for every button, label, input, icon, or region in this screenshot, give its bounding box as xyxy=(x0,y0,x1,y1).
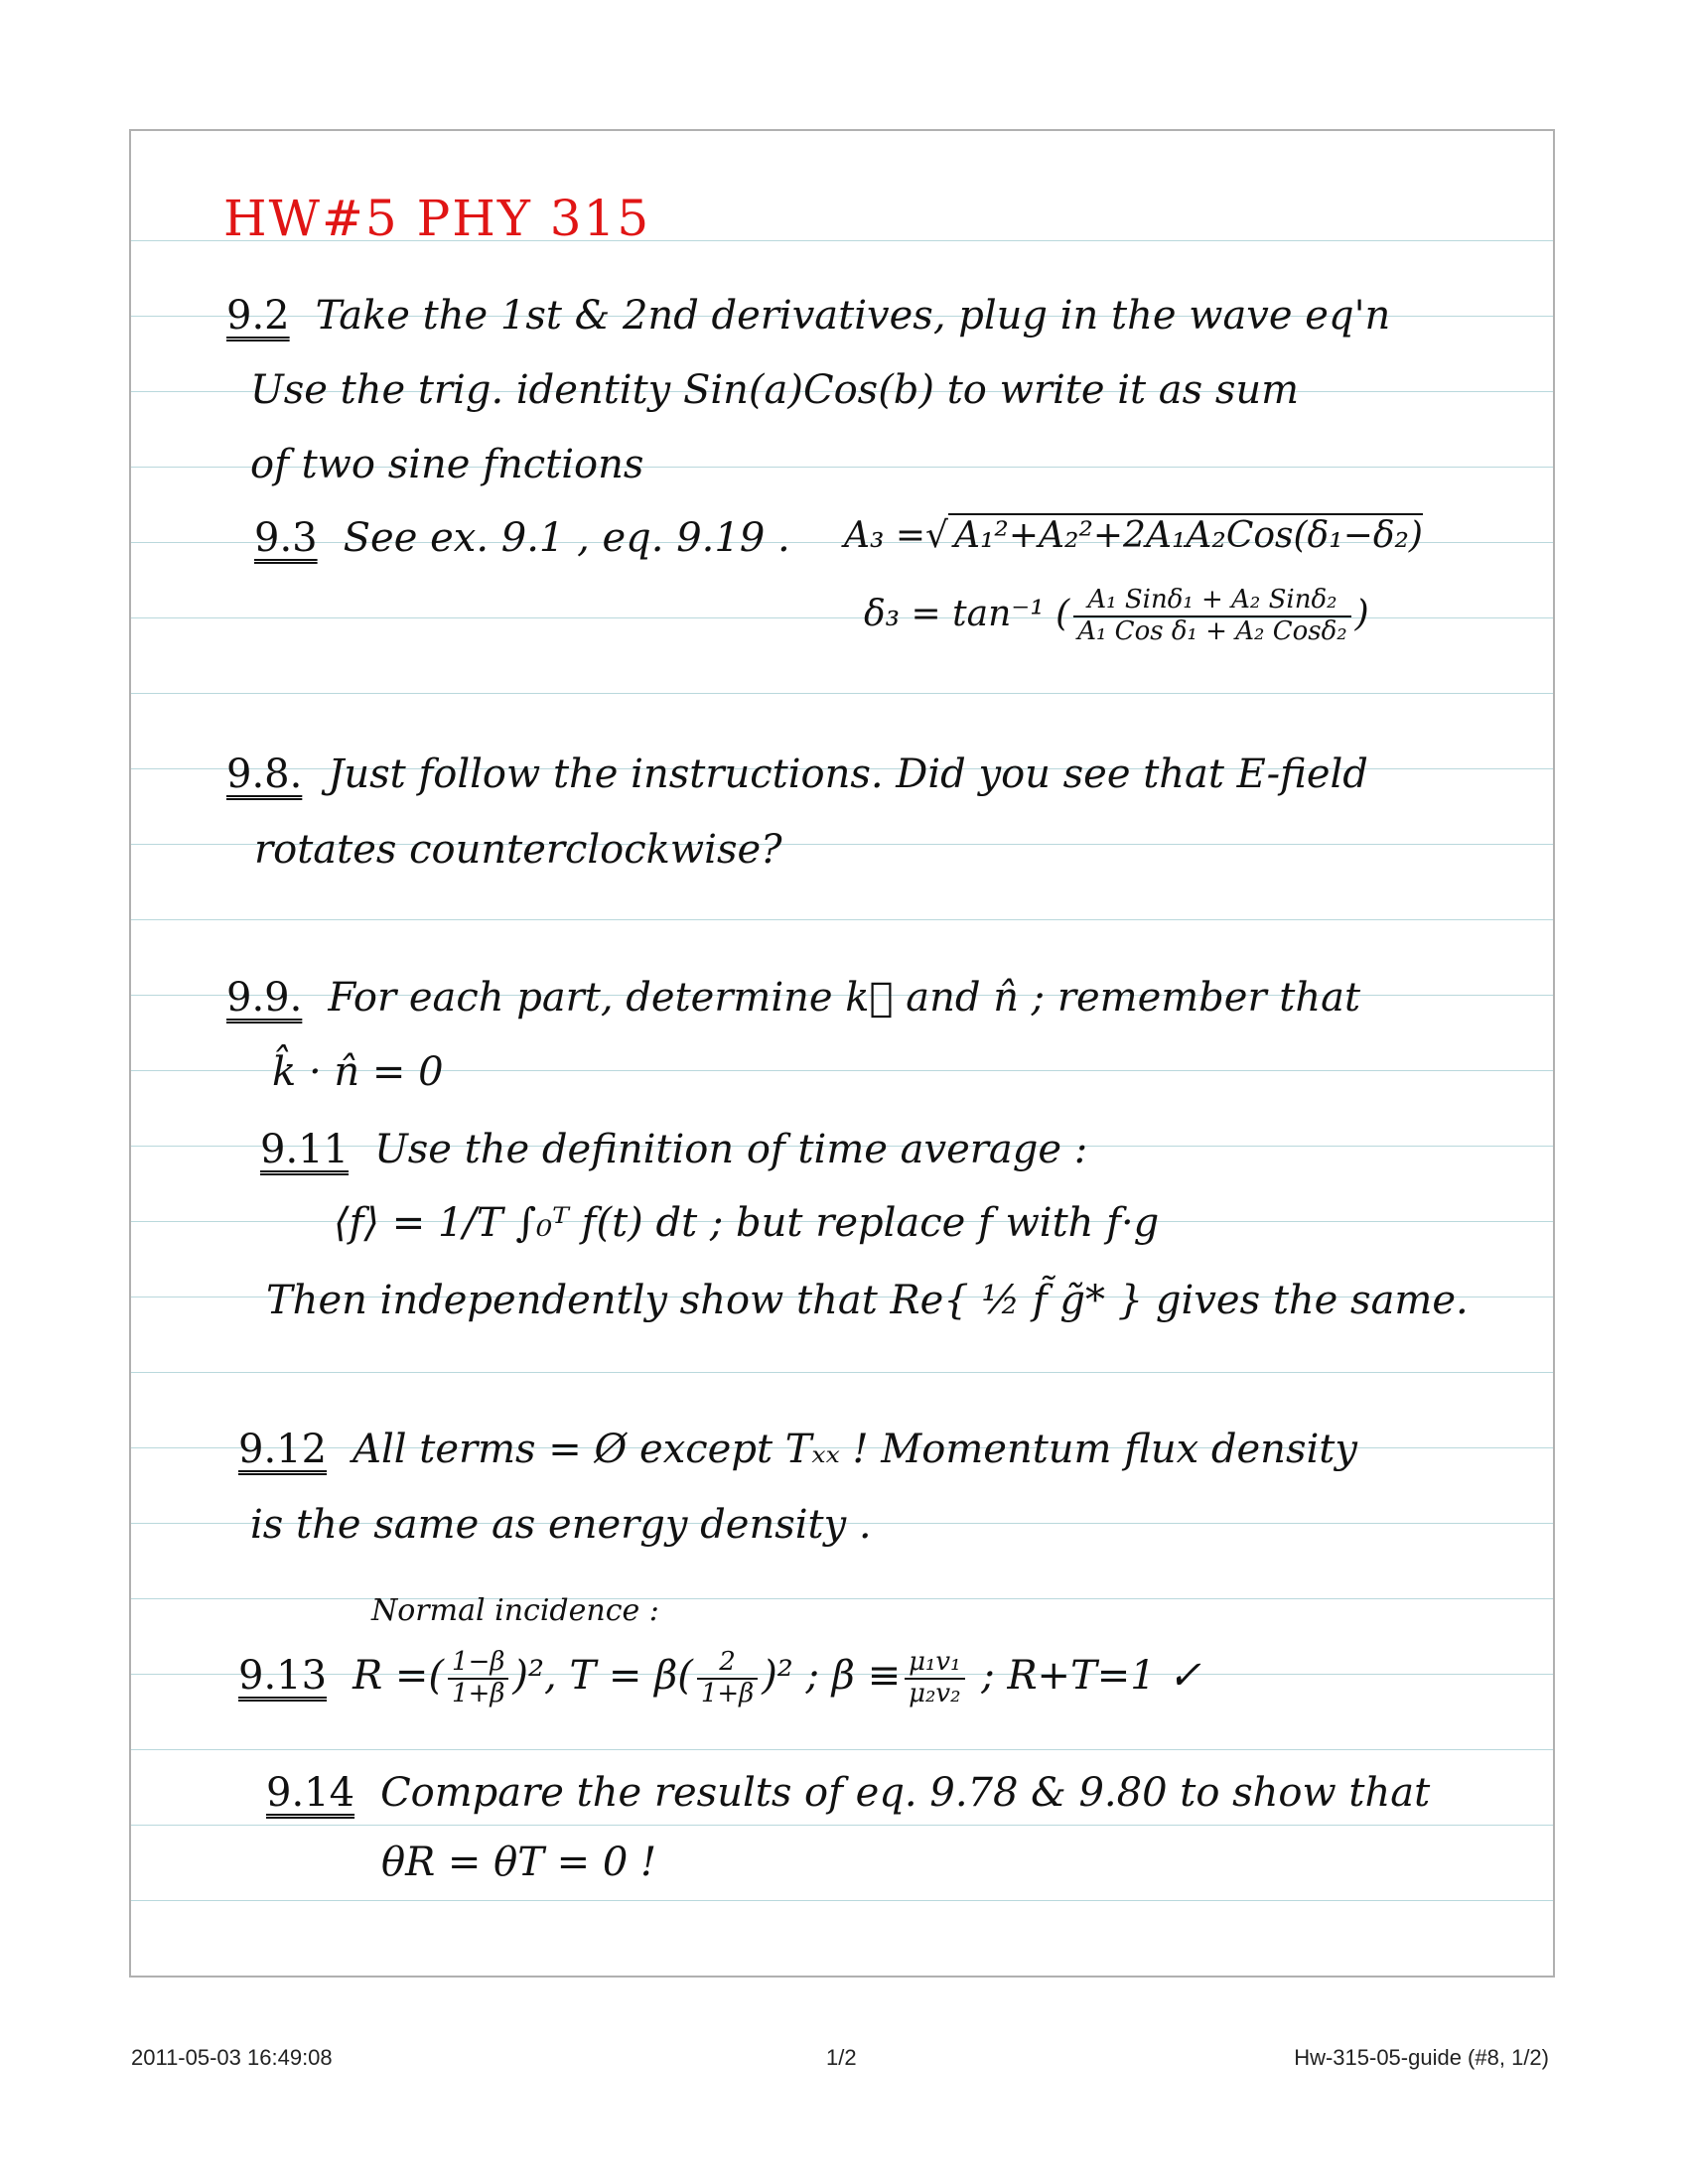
item-9-2-line-2: Use the trig. identity Sin(a)Cos(b) to write it as sum xyxy=(250,367,1300,413)
ruled-line xyxy=(131,1749,1553,1750)
item-9-11-line-3: Then independently show that Re{ ½ f̃ g̃* } gives the same. xyxy=(266,1278,1469,1323)
item-9-14-line-2: θR = θT = 0 ! xyxy=(381,1840,657,1885)
ruled-line xyxy=(131,1825,1553,1826)
problem-number: 9.9. xyxy=(226,975,303,1021)
formula-delta3: δ₃ = tan⁻¹ ( $\frac{\text{A₁ Sinδ₁ + A₂ Sinδ₂}}{\text{A₁ Cos δ₁ + A₂ Cosδ₂}}$ ) xyxy=(864,585,1369,646)
item-9-12-line-2: is the same as energy density . xyxy=(250,1502,872,1548)
ruled-line xyxy=(131,693,1553,694)
item-9-12-line-1: 9.12 All terms = Ø except Tₓₓ ! Momentum flux density xyxy=(238,1427,1357,1472)
problem-number: 9.13 xyxy=(238,1652,328,1699)
problem-number: 9.14 xyxy=(266,1770,355,1816)
problem-number: 9.12 xyxy=(238,1427,328,1472)
item-9-3-line-1: 9.3 See ex. 9.1 , eq. 9.19 . xyxy=(254,515,790,561)
ruled-line xyxy=(131,1372,1553,1373)
problem-number: 9.3 xyxy=(254,515,318,561)
formula-a3: A₃ =√ A₁²+A₂²+2A₁A₂Cos(δ₁−δ₂) xyxy=(844,515,1423,556)
item-9-9-line-2: k̂ · n̂ = 0 xyxy=(272,1049,444,1095)
item-9-8-line-2: rotates counterclockwise? xyxy=(254,827,782,873)
ruled-line xyxy=(131,919,1553,920)
problem-number: 9.2 xyxy=(226,293,290,339)
ruled-line xyxy=(131,1900,1553,1901)
item-9-2-line-1: 9.2 Take the 1st & 2nd derivatives, plug in the wave eq'n xyxy=(226,293,1391,339)
item-9-11-line-2: ⟨f⟩ = 1/T ∫₀ᵀ f(t) dt ; but replace f with f·g xyxy=(334,1200,1160,1246)
item-9-13-note: Normal incidence : xyxy=(371,1593,659,1628)
item-9-9-line-1: 9.9. For each part, determine k⃗ and n̂ ; remember that xyxy=(226,975,1361,1021)
item-9-14-line-1: 9.14 Compare the results of eq. 9.78 & 9.80 to show that xyxy=(266,1770,1431,1816)
footer-document-name: Hw-315-05-guide (#8, 1/2) xyxy=(1294,2045,1549,2070)
problem-number: 9.8. xyxy=(226,751,303,797)
item-9-2-line-3: of two sine fnctions xyxy=(250,442,644,487)
ruled-line xyxy=(131,1598,1553,1599)
problem-number: 9.11 xyxy=(260,1127,350,1172)
item-9-11-line-1: 9.11 Use the definition of time average : xyxy=(260,1127,1088,1172)
page-title: HW#5 PHY 315 xyxy=(223,190,651,247)
item-9-13-line-1: 9.13 R =( $\frac{1-\beta}{1+\beta}$ )², T = β( $\frac{2}{1+\beta}$ )² ; β ≡ $\frac{\text{μ₁v₁}}{\text{μ₂v₂}}$ ; R+T=1 ✓ xyxy=(238,1647,1201,1708)
footer-timestamp: 2011-05-03 16:49:08 xyxy=(131,2045,333,2070)
footer-page-number: 1/2 xyxy=(826,2045,857,2070)
item-9-8-line-1: 9.8. Just follow the instructions. Did you see that E-field xyxy=(226,751,1368,797)
